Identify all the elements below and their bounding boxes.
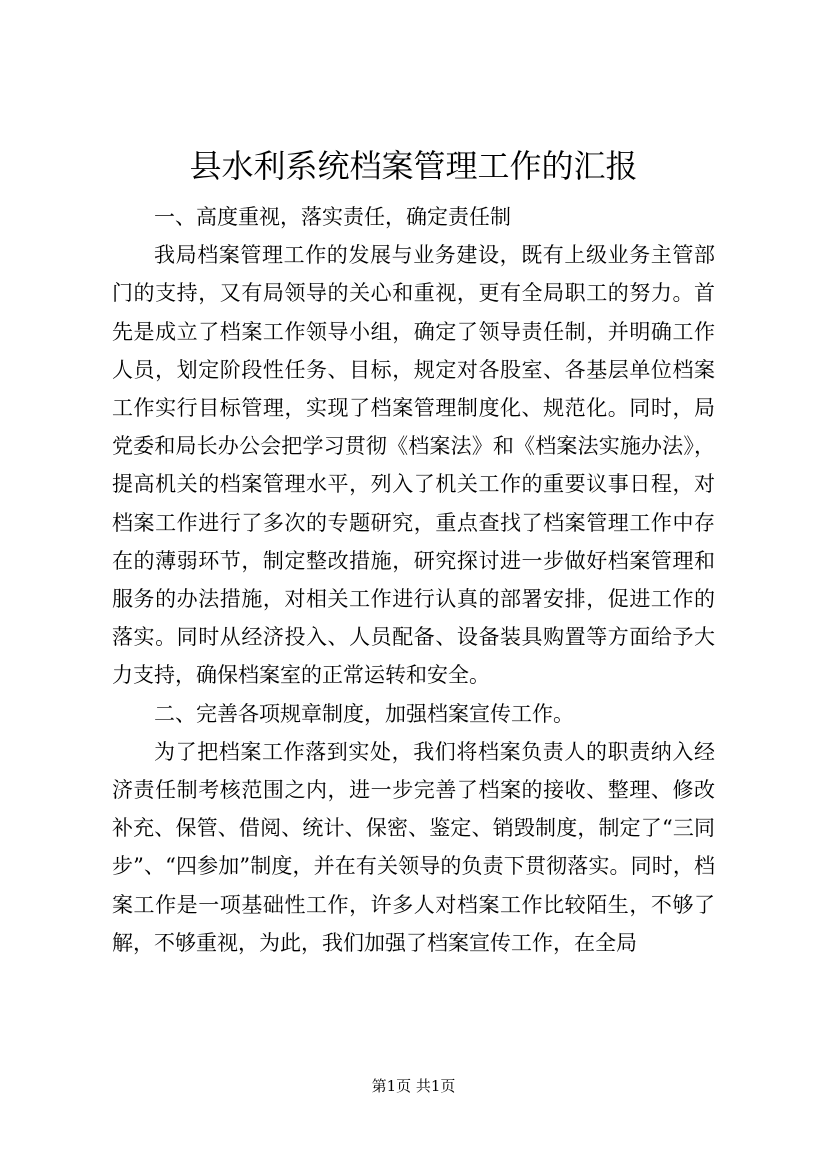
document-title: 县水利系统档案管理工作的汇报 [189, 147, 638, 185]
document-body [112, 198, 715, 962]
body-paragraph-2: 为了把档案工作落到实处，我们将档案负责人的职责纳入经济责任制考核范围之内，进一步完善了档案的接收、整理、修改补充、保管、借阅、统计、保密、鉴定、销毁制度，制定了“三同步”、“四参加”制度，并在有关领导的负责下贯彻落实。同时，档案工作是一项基础性工作，许多人对档案工作比较陌生，不够了解，不够重视，为此，我们加强了档案宣传工作，在全局 [112, 739, 715, 955]
page-number-footer: 第1页 共1页 [371, 1077, 456, 1095]
section-heading-2: 二、完善各项规章制度，加强档案宣传工作。 [154, 701, 574, 726]
section-heading-1: 一、高度重视，落实责任，确定责任制 [154, 205, 511, 229]
body-paragraph-1: 我局档案管理工作的发展与业务建设，既有上级业务主管部门的支持，又有局领导的关心和重视，更有全局职工的努力。首先是成立了档案工作领导小组，确定了领导责任制，并明确工作人员，划定阶段性任务、目标，规定对各股室、各基层单位档案工作实行目标管理，实现了档案管理制度化、规范化。同时，局党委和局长办公会把学习贯彻《档案法》和《档案法实施办法》，提高机关的档案管理水平，列入了机关工作的重要议事日程，对档案工作进行了多次的专题研究，重点查找了档案管理工作中存在的薄弱环节，制定整改措施，研究探讨进一步做好档案管理和服务的办法措施，对相关工作进行认真的部署安排，促进工作的落实。同时从经济投入、人员配备、设备装具购置等方面给予大力支持，确保档案室的正常运转和安全。 [112, 243, 715, 688]
